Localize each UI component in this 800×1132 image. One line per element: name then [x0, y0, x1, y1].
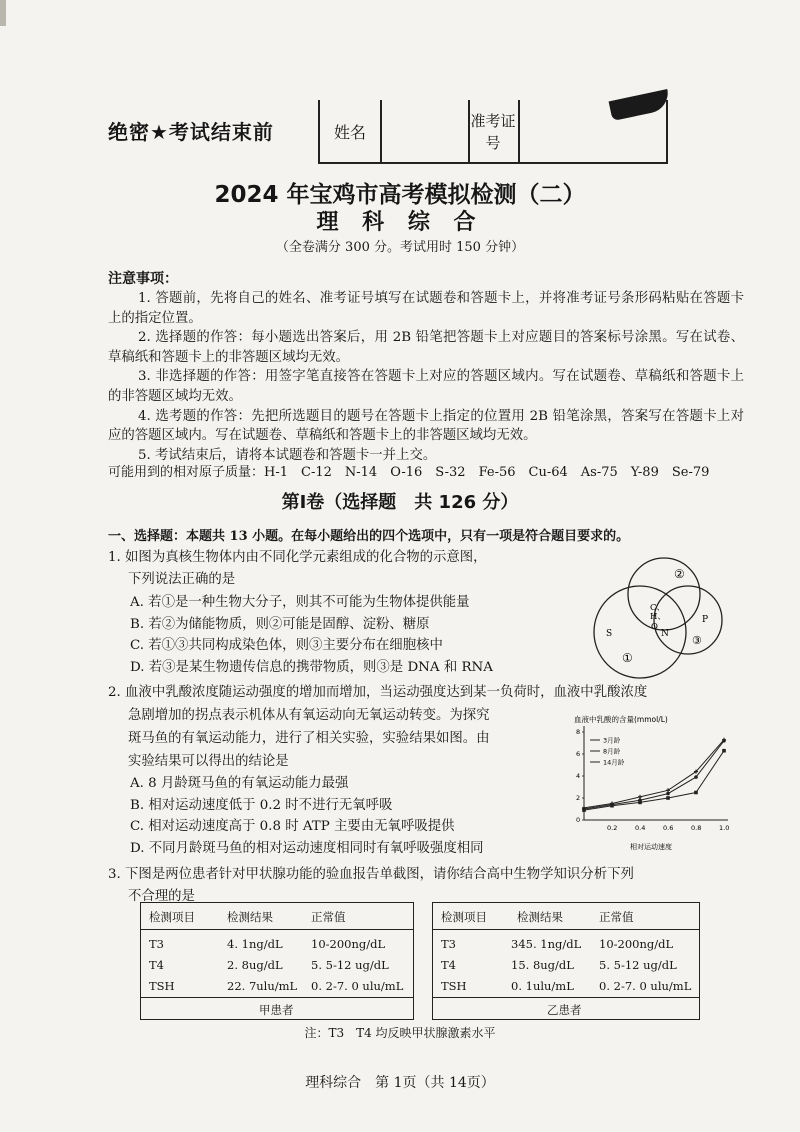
name-label: 姓名 [320, 100, 382, 162]
chart-xlabel: 相对运动速度 [630, 843, 672, 851]
cell: 2. 8ug/dL [227, 958, 283, 972]
cell: T4 [149, 958, 164, 972]
y-tick-label: 2 [576, 794, 581, 802]
x-tick-label: 0.6 [663, 824, 674, 832]
q1-option-b[interactable]: B. 若②为储能物质，则②可能是固醇、淀粉、糖原 [130, 616, 430, 632]
venn-label-3: ③ [692, 634, 702, 647]
table-patient-a [140, 902, 414, 1020]
header-item: 检测项目 [149, 910, 195, 924]
venn-label-p: P [702, 615, 709, 625]
data-point [694, 775, 698, 779]
legend-label: 3月龄 [603, 736, 621, 745]
subject-title: 理 科 综 合 [316, 210, 484, 235]
q1-stem: 1. 如图为真核生物体内由不同化学元素组成的化合物的示意图， [108, 550, 487, 565]
cell: TSH [441, 979, 467, 993]
notice-heading: 注意事项： [108, 271, 178, 287]
table-patient-b [432, 902, 700, 1020]
cell: 15. 8ug/dL [511, 958, 574, 972]
x-tick-label: 0.8 [691, 824, 702, 832]
patient-b-label: 乙患者 [547, 1003, 582, 1017]
table-note: 注：T3 T4 均反映甲状腺激素水平 [304, 1026, 496, 1040]
data-point [722, 749, 726, 753]
header-normal: 正常值 [311, 910, 346, 924]
data-point [638, 795, 642, 799]
q1-option-c[interactable]: C. 若①③共同构成染色体，则③主要分布在细胞核中 [130, 638, 443, 653]
q2-options [108, 773, 484, 859]
q2-line-1: 2. 血液中乳酸浓度随运动强度的增加而增加，当运动强度达到某一负荷时，血液中乳酸浓度 [108, 685, 648, 700]
cell: 345. 1ng/dL [511, 937, 582, 951]
venn-label-1: ① [622, 651, 633, 665]
q3-stem: 3. 下图是两位患者针对甲状腺功能的验血报告单截图，请你结合高中生物学知识分析下列 [108, 867, 634, 882]
q2-option-b[interactable]: B. 相对运动速度低于 0.2 时不进行无氧呼吸 [130, 797, 393, 813]
notice-item: 5. 考试结束后，请将本试题卷和答题卡一并上交。 [138, 447, 437, 463]
legend-label: 14月龄 [603, 758, 625, 767]
venn-label-2: ② [674, 567, 685, 581]
cell: T3 [149, 937, 164, 951]
y-tick-label: 0 [576, 816, 581, 824]
chart-title: 血液中乳酸的含量(mmol/L) [574, 715, 668, 724]
x-tick-label: 0.2 [607, 824, 618, 832]
cell: 0. 2-7. 0 ulu/mL [311, 979, 404, 993]
venn-label-s: S [606, 629, 613, 639]
scan-edge-mark [0, 0, 6, 26]
q2-line-4: 实验结果可以得出的结论是 [128, 754, 289, 769]
cell: 5. 5-12 ug/dL [599, 958, 677, 972]
header-result: 检测结果 [227, 910, 273, 924]
q2-option-c[interactable]: C. 相对运动速度高于 0.8 时 ATP 主要由无氧呼吸提供 [130, 819, 455, 834]
venn-diagram [588, 552, 738, 692]
candidate-info-box [318, 100, 668, 164]
cell: 5. 5-12 ug/dL [311, 958, 389, 972]
q2-line-3: 斑马鱼的有氧运动能力，进行了相关实验，实验结果如图。由 [128, 731, 490, 746]
section-title: 第Ⅰ卷（选择题 共 126 分） [281, 492, 519, 513]
section-instruction: 一、选择题：本题共 13 小题。在每小题给出的四个选项中，只有一项是符合题目要求的。 [108, 529, 630, 544]
q1-option-d[interactable]: D. 若③是某生物遗传信息的携带物质，则③是 DNA 和 RNA [130, 659, 493, 675]
cell: T4 [441, 958, 456, 972]
legend-label: 8月龄 [603, 747, 621, 756]
header-normal: 正常值 [599, 910, 634, 924]
cell: 4. 1ng/dL [227, 937, 283, 951]
notice-item: 2. 选择题的作答：每小题选出答案后，用 2B 铅笔把答题卡上对应题目的答案标号涂黑。写在试卷、草稿纸和答题卡上的非答题区域均无效。 [108, 330, 744, 365]
x-tick-label: 0.4 [635, 824, 646, 832]
data-point [638, 801, 642, 805]
y-tick-label: 6 [576, 750, 581, 758]
cell: 22. 7ulu/mL [227, 979, 298, 993]
score-time-info: （全卷满分 300 分。考试用时 150 分钟） [275, 240, 525, 255]
q3-stem-2: 不合理的是 [128, 889, 195, 904]
page-footer: 理科综合 第 1页（共 14页） [305, 1075, 495, 1091]
y-tick-label: 8 [576, 728, 581, 736]
data-point [694, 791, 698, 795]
x-tick-label: 1.0 [719, 824, 730, 832]
cell: 0. 2-7. 0 ulu/mL [599, 979, 692, 993]
patient-a-label: 甲患者 [259, 1003, 294, 1017]
lactate-line-chart [566, 712, 736, 852]
notice-item: 1. 答题前，先将自己的姓名、准考证号填写在试题卷和答题卡上，并将准考证号条形码粘贴在答题卡上的指定位置。 [108, 291, 744, 326]
q2-line-2: 急剧增加的拐点表示机体从有氧运动向无氧运动转变。为探究 [128, 708, 490, 723]
header-item: 检测项目 [441, 910, 487, 924]
data-point [666, 792, 670, 796]
q1-stem-2: 下列说法正确的是 [128, 572, 236, 587]
header-result: 检测结果 [517, 910, 563, 924]
cell: TSH [149, 979, 175, 993]
cell: 10-200ng/dL [311, 937, 386, 951]
cell: T3 [441, 937, 456, 951]
notice-item: 4. 选考题的作答：先把所选题目的题号在答题卡上指定的位置用 2B 铅笔涂黑，答案写在答题卡上对应的答题区域内。写在试题卷、草稿纸和答题卡上的非答题区域均无效。 [108, 408, 744, 444]
q2-option-d[interactable]: D. 不同月龄斑马鱼的相对运动速度相同时有氧呼吸强度相同 [130, 840, 484, 856]
cell: 0. 1ulu/mL [511, 979, 574, 993]
data-point [666, 796, 670, 800]
notice-list [108, 289, 744, 465]
notice-item: 3. 非选择题的作答：用签字笔直接答在答题卡上对应的答题区域内。写在试题卷、草稿纸和答题卡上的非答题区域均无效。 [108, 369, 744, 404]
venn-center-c: C、 [650, 603, 666, 613]
cell: 10-200ng/dL [599, 937, 674, 951]
y-tick-label: 4 [576, 772, 581, 780]
exam-id-label: 准考证号 [468, 100, 520, 162]
atomic-masses: 可能用到的相对原子质量：H-1 C-12 N-14 O-16 S-32 Fe-56 Cu-64 As-75 Y-89 Se-79 [108, 465, 710, 480]
venn-label-n: N [661, 629, 669, 639]
confidential-label: 绝密★考试结束前 [108, 120, 274, 144]
exam-title: 2024 年宝鸡市高考模拟检测（二） [214, 182, 586, 208]
venn-center-h: H、 [650, 612, 666, 622]
q1-options [108, 592, 493, 678]
name-field[interactable] [380, 100, 470, 162]
q1-option-a[interactable]: A. 若①是一种生物大分子，则其不可能为生物体提供能量 [130, 595, 470, 610]
venn-center-o: O [651, 622, 658, 632]
q2-option-a[interactable]: A. 8 月龄斑马鱼的有氧运动能力最强 [130, 776, 349, 791]
